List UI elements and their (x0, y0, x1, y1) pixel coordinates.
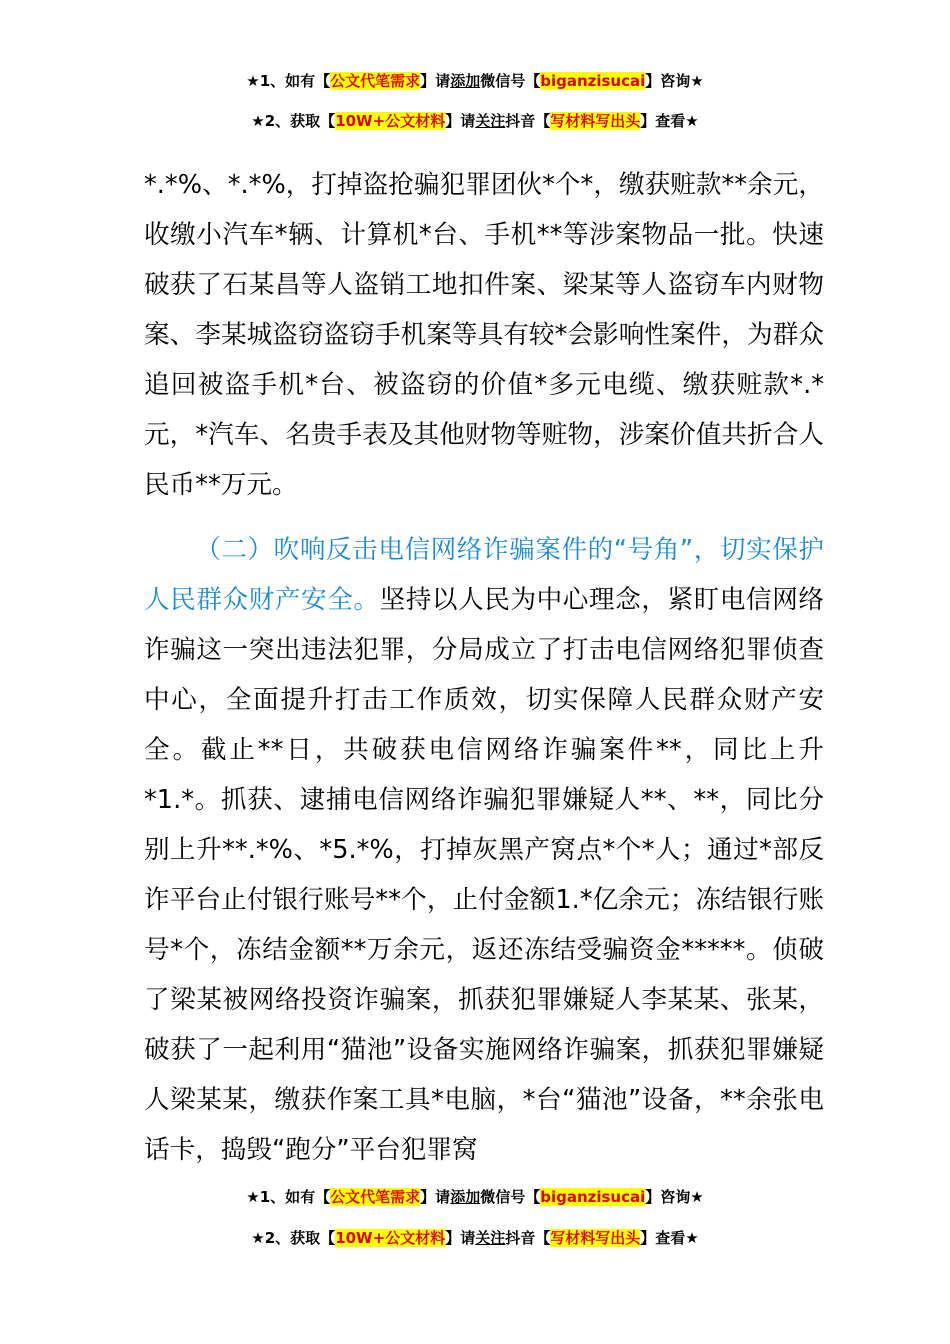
banner-highlight: 10W+公文材料 (335, 1229, 446, 1247)
banner-text: 抖音【 (505, 112, 551, 130)
header-banner-line-1 (0, 70, 950, 92)
banner-prefix: ★2、获取【 (251, 112, 336, 130)
banner-highlight: 10W+公文材料 (335, 112, 446, 130)
banner-underline: 关注 (475, 112, 506, 130)
banner-highlight: 公文代笔需求 (330, 72, 421, 90)
section-heading: （二）吹响反击电信网络诈骗案件的“号角”，切实保护人民群众财产安全。 (144, 535, 824, 615)
banner-suffix: 】咨询★ (645, 1188, 704, 1206)
paragraph-2 (144, 525, 824, 1175)
banner-prefix: ★1、如有【 (246, 1188, 331, 1206)
banner-text: 】请 (445, 112, 476, 130)
banner-underline: 关注 (475, 1229, 506, 1247)
paragraph-1: *.*%、*.*%，打掉盗抢骗犯罪团伙*个*，缴获赃款**余元，收缴小汽车*辆、计算机*台、手机**等涉案物品一批。快速破获了石某昌等人盗销工地扣件案、梁某等人盗窃车内财物案、李某城盗窃盗窃手机案等具有较*会影响性案件，为群众追回被盗手机*台、被盗窃的价值*多元电缆、缴获赃款*.*元，*汽车、名贵手表及其他财物等赃物，涉案价值共折合人民币**万元。 (144, 170, 824, 500)
banner-text: 微信号【 (480, 1188, 541, 1206)
banner-text: 】请 (420, 72, 451, 90)
banner-suffix: 】咨询★ (645, 72, 704, 90)
banner-highlight: 写材料写出头 (550, 1229, 641, 1247)
header-banner-line-2 (0, 110, 950, 132)
banner-highlight: 写材料写出头 (550, 112, 641, 130)
banner-text: 微信号【 (480, 72, 541, 90)
banner-prefix: ★2、获取【 (251, 1229, 336, 1247)
banner-text: 】请 (445, 1229, 476, 1247)
banner-underline: 添加 (450, 1188, 481, 1206)
banner-suffix: 】查看★ (640, 1229, 699, 1247)
banner-highlight: 公文代笔需求 (330, 1188, 421, 1206)
banner-underline: 添加 (450, 72, 481, 90)
banner-text: 抖音【 (505, 1229, 551, 1247)
paragraph-2-text: 坚持以人民为中心理念，紧盯电信网络诈骗这一突出违法犯罪，分局成立了打击电信网络犯罪侦查中心，全面提升打击工作质效，切实保障人民群众财产安全。截止**日，共破获电信网络诈骗案件**，同比上升*1.*。抓获、逮捕电信网络诈骗犯罪嫌疑人**、**，同比分别上升**.*%、*5.*%，打掉灰黑产窝点*个*人；通过*部反诈平台止付银行账号**个，止付金额1.*亿余元；冻结银行账号*个，冻结金额**万余元，返还冻结受骗资金*****。侦破了梁某被网络投资诈骗案，抓获犯罪嫌疑人李某某、张某，破获了一起利用“猫池”设备实施网络诈骗案，抓获犯罪嫌疑人梁某某，缴获作案工具*电脑，*台“猫池”设备，**余张电话卡，捣毁“跑分”平台犯罪窝 (144, 585, 824, 1165)
banner-highlight: biganzisucai (540, 1188, 646, 1206)
banner-text: 】请 (420, 1188, 451, 1206)
banner-suffix: 】查看★ (640, 112, 699, 130)
document-body (144, 160, 824, 1175)
banner-prefix: ★1、如有【 (246, 72, 331, 90)
banner-highlight: biganzisucai (540, 72, 646, 90)
footer-banner-line-2 (0, 1227, 950, 1249)
footer-banner-line-1 (0, 1186, 950, 1208)
